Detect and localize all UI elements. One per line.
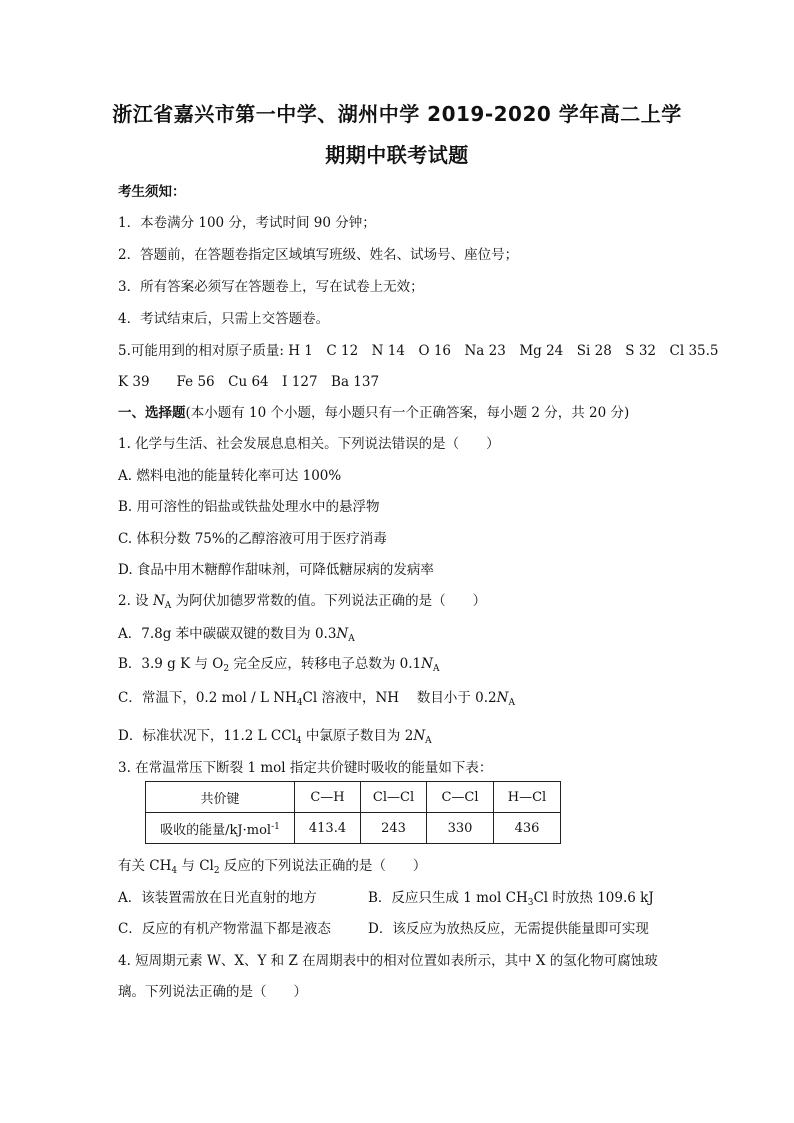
q2-stem-pre: 2. 设 bbox=[118, 593, 153, 609]
table-row bbox=[146, 813, 561, 844]
q2-stem bbox=[118, 589, 486, 611]
q2-option-b bbox=[118, 652, 439, 674]
exam-title-line-1: 浙江省嘉兴市第一中学、湖州中学 2019-2020 学年高二上学 bbox=[112, 102, 682, 126]
ch3-subscript-3: 3 bbox=[527, 898, 534, 908]
table-header-row bbox=[146, 782, 561, 813]
notice-item-2: 2．答题前，在答题卷指定区域填写班级、姓名、试场号、座位号； bbox=[118, 247, 519, 263]
table-header-cell: C—Cl bbox=[427, 782, 494, 813]
q1-option-c: C. 体积分数 75%的乙醇溶液可用于医疗消毒 bbox=[118, 531, 387, 547]
table-header-cell: Cl—Cl bbox=[361, 782, 427, 813]
q2-a-text: A．7.8g 苯中碳碳双键的数目为 0.3 bbox=[118, 626, 337, 642]
ccl4-subscript: 4 bbox=[295, 736, 302, 746]
na-subscript: A bbox=[164, 601, 172, 611]
na-symbol: N bbox=[421, 656, 433, 672]
q3-b-pre: B．反应只生成 1 mol CH bbox=[368, 890, 528, 906]
table-cell: 330 bbox=[427, 813, 494, 844]
notice-item-3: 3．所有答案必须写在答题卷上，写在试卷上无效； bbox=[118, 279, 424, 295]
q3-option-d: D．该反应为放热反应，无需提供能量即可实现 bbox=[368, 921, 649, 937]
cl2-subscript: 2 bbox=[213, 866, 220, 876]
q4-stem-line-2: 璃。下列说法正确的是（ ） bbox=[118, 984, 307, 1000]
row-label-sup: -1 bbox=[271, 821, 280, 832]
q3-b-post: Cl 时放热 109.6 kJ bbox=[533, 890, 654, 906]
bond-energy-table bbox=[145, 781, 561, 844]
notice-item-4: 4．考试结束后，只需上交答题卷。 bbox=[118, 311, 330, 327]
q3-option-a: A．该装置需放在日光直射的地方 bbox=[118, 890, 317, 906]
section-1-desc: (本小题有 10 个小题，每小题只有一个正确答案，每小题 2 分，共 20 分) bbox=[185, 405, 630, 421]
q3-options-row-1 bbox=[118, 886, 654, 908]
atomic-mass-line-1: 5.可能用到的相对原子质量: H 1 C 12 N 14 O 16 Na 23 Mg 24 Si 28 S 32 Cl 35.5 bbox=[118, 343, 719, 359]
notice-item-1: 1．本卷满分 100 分，考试时间 90 分钟； bbox=[118, 215, 376, 231]
q3-question-post: 反应的下列说法正确的是（ ） bbox=[219, 858, 427, 874]
q2-d-mid: 中氯原子数目为 2 bbox=[301, 728, 414, 744]
na-symbol: N bbox=[152, 593, 165, 609]
q2-stem-post: 为阿伏加德罗常数的值。下列说法正确的是（ ） bbox=[171, 593, 487, 609]
section-1-heading bbox=[118, 401, 629, 421]
q2-option-a bbox=[118, 622, 355, 644]
q3-options-row-2 bbox=[118, 917, 649, 937]
table-row-label bbox=[146, 813, 295, 844]
nh4-subscript: 4 bbox=[296, 698, 303, 708]
q3-question bbox=[118, 854, 426, 876]
table-header-cell: C—H bbox=[295, 782, 361, 813]
q2-c-mid: Cl 溶液中，NH 数目小于 0.2 bbox=[302, 690, 497, 706]
q2-c-pre: C．常温下，0.2 mol / L NH bbox=[118, 690, 297, 706]
q2-d-pre: D．标准状况下，11.2 L CCl bbox=[118, 728, 296, 744]
q3-question-mid: 与 Cl bbox=[177, 858, 214, 874]
section-1-title: 一、选择题 bbox=[118, 405, 186, 421]
notice-heading: 考生须知： bbox=[118, 184, 186, 200]
row-label-text: 吸收的能量/kJ·mol bbox=[160, 822, 272, 838]
table-cell: 436 bbox=[494, 813, 561, 844]
table-cell: 243 bbox=[361, 813, 427, 844]
q3-option-b bbox=[368, 890, 654, 906]
q4-stem-line-1: 4. 短周期元素 W、X、Y 和 Z 在周期表中的相对位置如表所示，其中 X 的氢化物可腐蚀玻 bbox=[118, 953, 658, 969]
ch4-subscript: 4 bbox=[171, 866, 178, 876]
q2-option-d bbox=[118, 724, 432, 746]
q1-option-a: A. 燃料电池的能量转化率可达 100% bbox=[118, 468, 342, 484]
q3-stem: 3. 在常温常压下断裂 1 mol 指定共价键时吸收的能量如下表： bbox=[118, 760, 493, 776]
q2-b-post: 完全反应，转移电子总数为 0.1 bbox=[229, 656, 422, 672]
table-header-cell: 共价键 bbox=[146, 782, 295, 813]
q3-question-pre: 有关 CH bbox=[118, 858, 172, 874]
table-cell: 413.4 bbox=[295, 813, 361, 844]
na-subscript: A bbox=[425, 736, 432, 746]
na-subscript: A bbox=[348, 634, 355, 644]
q1-option-d: D. 食品中用木糖醇作甜味剂，可降低糖尿病的发病率 bbox=[118, 562, 434, 578]
o2-subscript: 2 bbox=[223, 664, 230, 674]
na-symbol: N bbox=[496, 690, 509, 706]
q1-option-b: B. 用可溶性的铝盐或铁盐处理水中的悬浮物 bbox=[118, 499, 380, 515]
table-header-cell: H—Cl bbox=[494, 782, 561, 813]
na-symbol: N bbox=[413, 728, 426, 744]
atomic-mass-line-2: K 39 Fe 56 Cu 64 I 127 Ba 137 bbox=[118, 374, 380, 390]
q2-b-pre: B．3.9 g K 与 O bbox=[118, 656, 224, 672]
na-subscript: A bbox=[508, 698, 515, 708]
na-symbol: N bbox=[336, 626, 349, 642]
q2-option-c bbox=[118, 686, 515, 708]
q3-option-c: C．反应的有机产物常温下都是液态 bbox=[118, 921, 331, 937]
q1-stem: 1. 化学与生活、社会发展息息相关。下列说法错误的是（ ） bbox=[118, 436, 500, 452]
na-subscript: A bbox=[432, 664, 440, 674]
exam-title-line-2: 期期中联考试题 bbox=[325, 143, 469, 167]
